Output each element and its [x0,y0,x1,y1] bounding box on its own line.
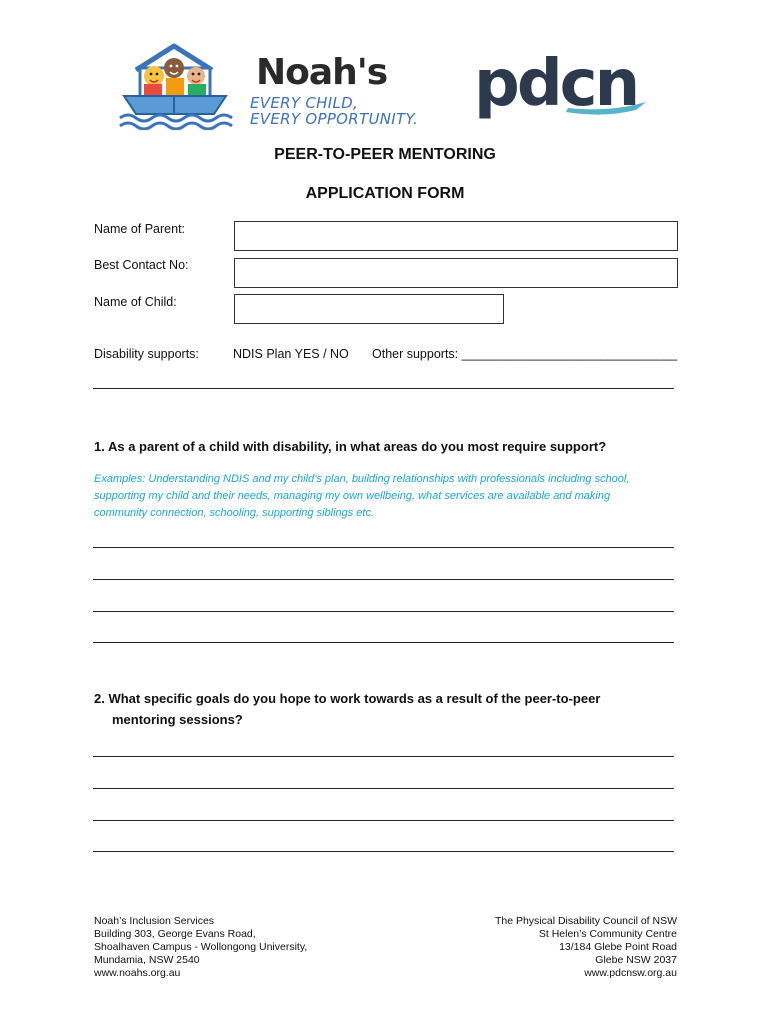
answer-line[interactable] [93,756,674,757]
answer-line[interactable] [93,851,674,852]
footer-line: Mundamia, NSW 2540 [94,954,200,966]
noahs-logo-name: Noah's [256,52,388,93]
page-subtitle: APPLICATION FORM [305,185,465,202]
question-1-examples-3: community connection, schooling, supporting siblings etc. [94,507,375,519]
answer-line[interactable] [93,547,674,548]
answer-line[interactable] [93,642,674,643]
noahs-logo-tagline-1: EVERY CHILD, [250,94,359,112]
pdcn-logo-text: pdcn [474,47,638,121]
question-1-examples-2: supporting my child and their needs, managing my own wellbeing, what services are available and making [94,490,611,502]
best-contact-field[interactable] [234,258,678,288]
other-supports-field[interactable]: Other supports: _______________________________ [372,347,678,361]
question-2-cont: mentoring sessions? [112,712,243,727]
footer-line: St Helen’s Community Centre [538,928,677,940]
noahs-logo-tagline-2: EVERY OPPORTUNITY. [250,110,419,128]
answer-line[interactable] [93,611,674,612]
question-1: 1. As a parent of a child with disability, in what areas do you most require support? [94,439,607,454]
footer-line: Building 303, George Evans Road, [94,928,256,940]
pdcn-logo [474,48,654,124]
child-name-field[interactable] [234,294,504,324]
footer-line: The Physical Disability Council of NSW [494,915,677,927]
footer-line: Glebe NSW 2037 [595,954,677,966]
footer-noahs-address [94,915,307,980]
disability-supports-label: Disability supports: [94,347,199,361]
ndis-plan-option[interactable]: NDIS Plan YES / NO [233,347,349,361]
footer-link-noahs[interactable]: www.noahs.org.au [94,967,181,979]
parent-name-field[interactable] [234,221,678,251]
speech-swoosh-icon [564,82,654,122]
footer-pdcn-address [495,915,677,980]
footer-line: Noah’s Inclusion Services [94,915,215,927]
answer-line[interactable] [93,579,674,580]
noahs-ark-logo-icon [116,42,242,130]
footer-line: 13/184 Glebe Point Road [559,941,677,953]
best-contact-label: Best Contact No: [94,258,189,272]
footer-line: Shoalhaven Campus - Wollongong University, [94,941,308,953]
question-1-examples-1: Examples: Understanding NDIS and my child’s plan, building relationships with professionals including school, [94,473,630,485]
child-name-label: Name of Child: [94,295,177,309]
answer-line[interactable] [93,388,674,389]
page-title: PEER-TO-PEER MENTORING [274,146,496,163]
parent-name-label: Name of Parent: [94,222,186,236]
footer-link-pdcn[interactable]: www.pdcnsw.org.au [584,967,677,979]
question-2: 2. What specific goals do you hope to work towards as a result of the peer-to-peer [94,691,601,706]
answer-line[interactable] [93,820,674,821]
answer-line[interactable] [93,788,674,789]
